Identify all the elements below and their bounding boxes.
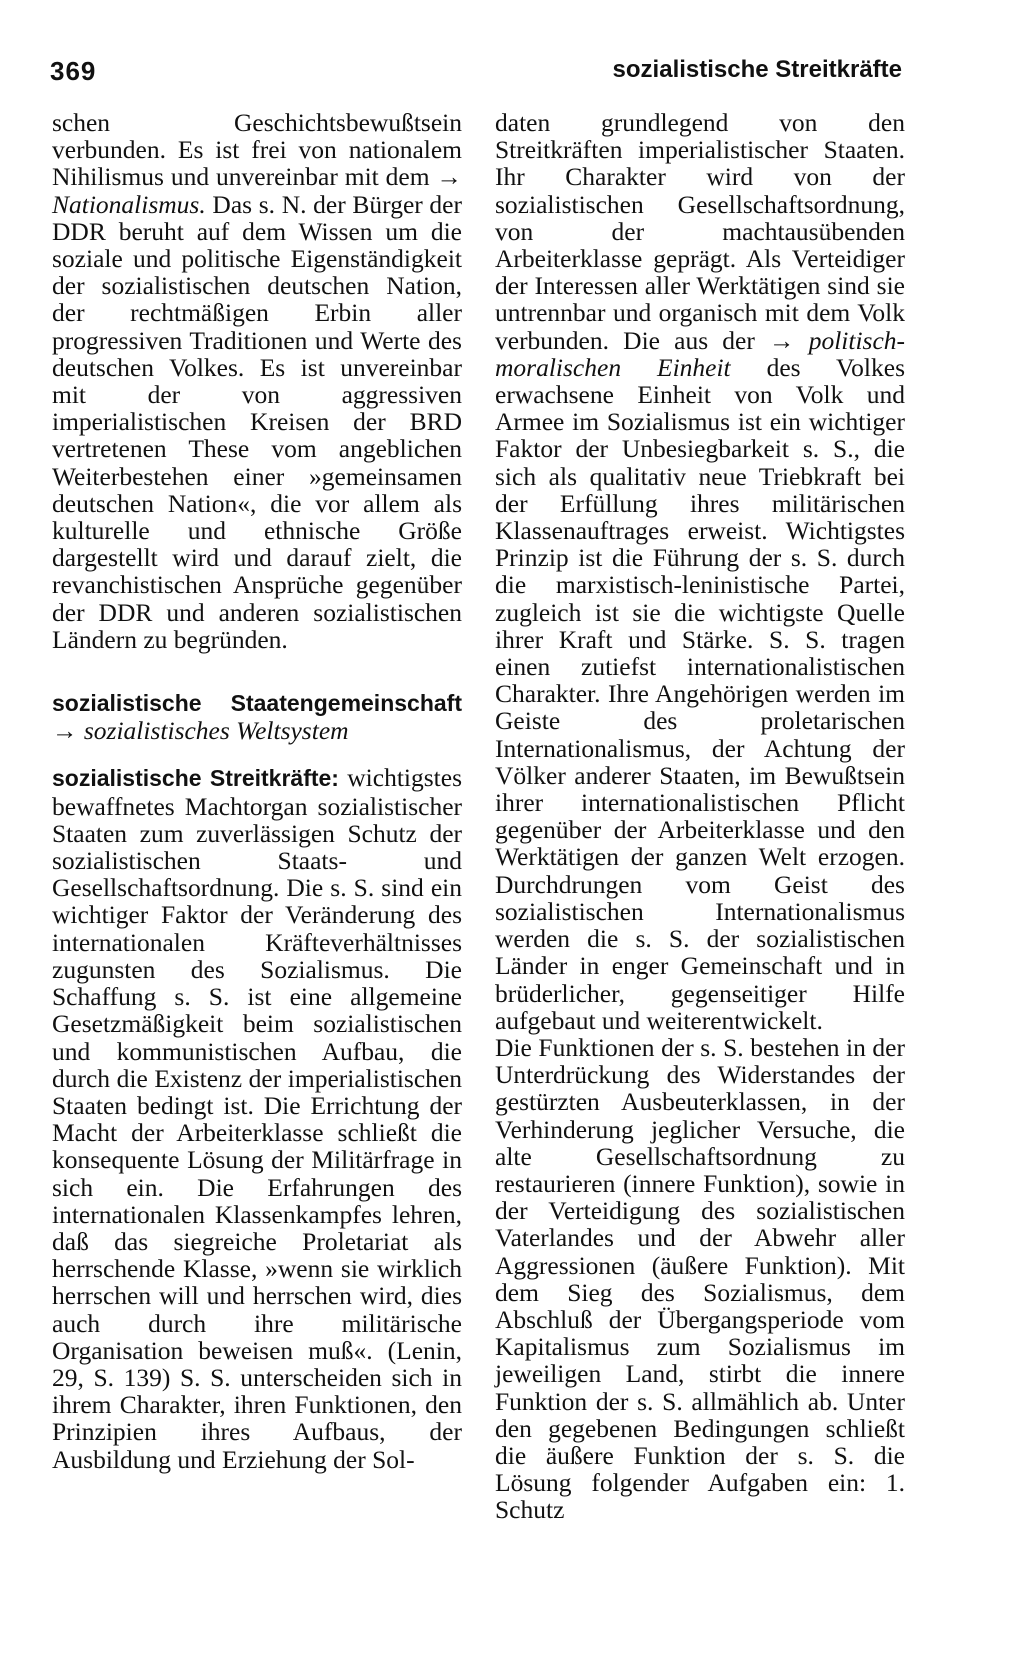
entry-spacer — [52, 653, 462, 689]
entry-staatengemeinschaft — [52, 689, 462, 744]
right-column — [495, 109, 905, 1524]
entry-headword: sozialistische Streitkräfte: — [52, 765, 339, 792]
right-paragraph-2: Die Funktionen der s. S. bestehen in der Unterdrückung des Widerstandes der gestürzten Ausbeuterklassen, in der Verhinderung jeglicher Versuche, die alte Gesellschaftsordnung zu restaurieren (innere Funktion), sowie in der Verteidigung des sozialistischen Vaterlandes und der Abwehr aller Aggressionen (äußere Funktion). Mit dem Sieg des Sozialismus, dem Abschluß der Übergangsperiode vom Kapitalismus zum Sozialismus im jeweiligen Land, stirbt die innere Funktion der s. S. allmählich ab. Unter den gegebenen Bedingungen schließt die äußere Funktion der s. S. die Lösung folgender Aufgaben ein: 1. Schutz — [495, 1032, 905, 1525]
paragraph-text: daten grundlegend von den Streitkräften imperialistischer Staaten. Ihr Charakter wird von der sozialistischen Gesellschaftsordnung, von der machtausübenden Arbeiterklasse geprägt. Als Verteidiger der Interessen aller Werktätigen sind sie untrennbar und organisch mit dem Volk verbunden. Die aus der — [495, 108, 905, 355]
cross-reference-einheit: politisch-moralischen Einheit — [495, 325, 906, 382]
cross-reference-weltsystem: sozialistisches Weltsystem — [83, 716, 349, 746]
left-column — [52, 109, 462, 1473]
continuation-rest: Das s. N. der Bürger der DDR beruht auf dem Wissen um die soziale und politische Eigenständigkeit der sozialistischen deutschen Nation, der rechtmäßigen Erbin aller progressiven Traditionen und Werte des deutschen Volkes. Es ist unvereinbar mit der von aggressiven imperialistischen Kreisen der BRD vertretenen These vom angeblichen Weiterbestehen einer »gemeinsamen deutschen Nation«, die vor allem als kulturelle und ethnische Größe dargestellt wird und darauf zielt, die revanchistischen Ansprüche gegenüber der DDR und anderen sozialistischen Ländern zu begründen. — [52, 189, 462, 654]
running-head: sozialistische Streitkräfte — [612, 56, 902, 83]
page-number: 369 — [50, 56, 97, 86]
entry-spacer — [52, 744, 462, 764]
paragraph-text: des Volkes erwachsene Einheit von Volk und Armee im Sozialismus ist ein wichtiger Faktor der Unbesiegbarkeit s. S., die sich als qualitativ neue Triebkraft bei der Erfüllung ihres militärischen Klassenauftrages erweist. Wichtigstes Prinzip ist die Führung der s. S. durch die marxistisch-leninistische Partei, zugleich ist sie die wichtigste Quelle ihrer Kraft und Stärke. S. S. tragen einen zutiefst internationalistischen Charakter. Ihre Angehörigen werden im Geiste des proletarischen Internationalismus, der Achtung der Völker anderer Staaten, im Bewußtsein ihrer internationalistischen Pflicht gegenüber der Arbeiterklasse und den Werktätigen der ganzen Welt erzogen. Durchdrungen vom Geist des sozialistischen Internationalismus werden die s. S. der sozialistischen Länder in enger Gemeinschaft und in brüderlicher, gegenseitiger Hilfe aufgebaut und weiterentwickelt. — [495, 352, 906, 1035]
continuation-paragraph — [52, 109, 462, 653]
entry-headword: sozialistische Staatengemeinschaft — [52, 690, 462, 717]
entry-streitkraefte — [52, 764, 462, 1472]
entry-body: wichtigstes bewaffnetes Machtorgan sozialistischer Staaten zum zuverlässigen Schutz der sozialistischen Staats- und Gesellschaftsordnung. Die s. S. sind ein wichtiger Faktor der Veränderung des internationalen Kräfteverhältnisses zugunsten des Sozialismus. Die Schaffung s. S. ist eine allgemeine Gesetzmäßigkeit beim sozialistischen und kommunistischen Aufbau, die durch die Existenz der imperialistischen Staaten bedingt ist. Die Errichtung der Macht der Arbeiterklasse schließt die konsequente Lösung der Militärfrage in sich ein. Die Erfahrungen des internationalen Klassenkampfes lehren, daß das siegreiche Proletariat als herrschende Klasse, »wenn sie wirklich herrschen will und herrschen wird, dies auch durch ihre militärische Organisation beweisen muß«. (Lenin, 29, S. 139) S. S. unterscheiden sich in ihrem Charakter, ihren Funktionen, den Prinzipien ihres Aufbaus, der Ausbildung und Erziehung der Sol- — [52, 763, 462, 1474]
cross-reference-arrow: → — [436, 162, 463, 192]
cross-reference-arrow: → — [769, 325, 795, 355]
continuation-text: schen Geschichtsbewußtsein verbunden. Es ist frei von nationalem Nihilismus und unvereinbar mit dem — [52, 108, 462, 192]
right-paragraph-1 — [495, 109, 905, 1034]
cross-reference-nationalismus: Nationalismus. — [52, 189, 206, 219]
cross-reference-arrow: → — [52, 716, 78, 746]
